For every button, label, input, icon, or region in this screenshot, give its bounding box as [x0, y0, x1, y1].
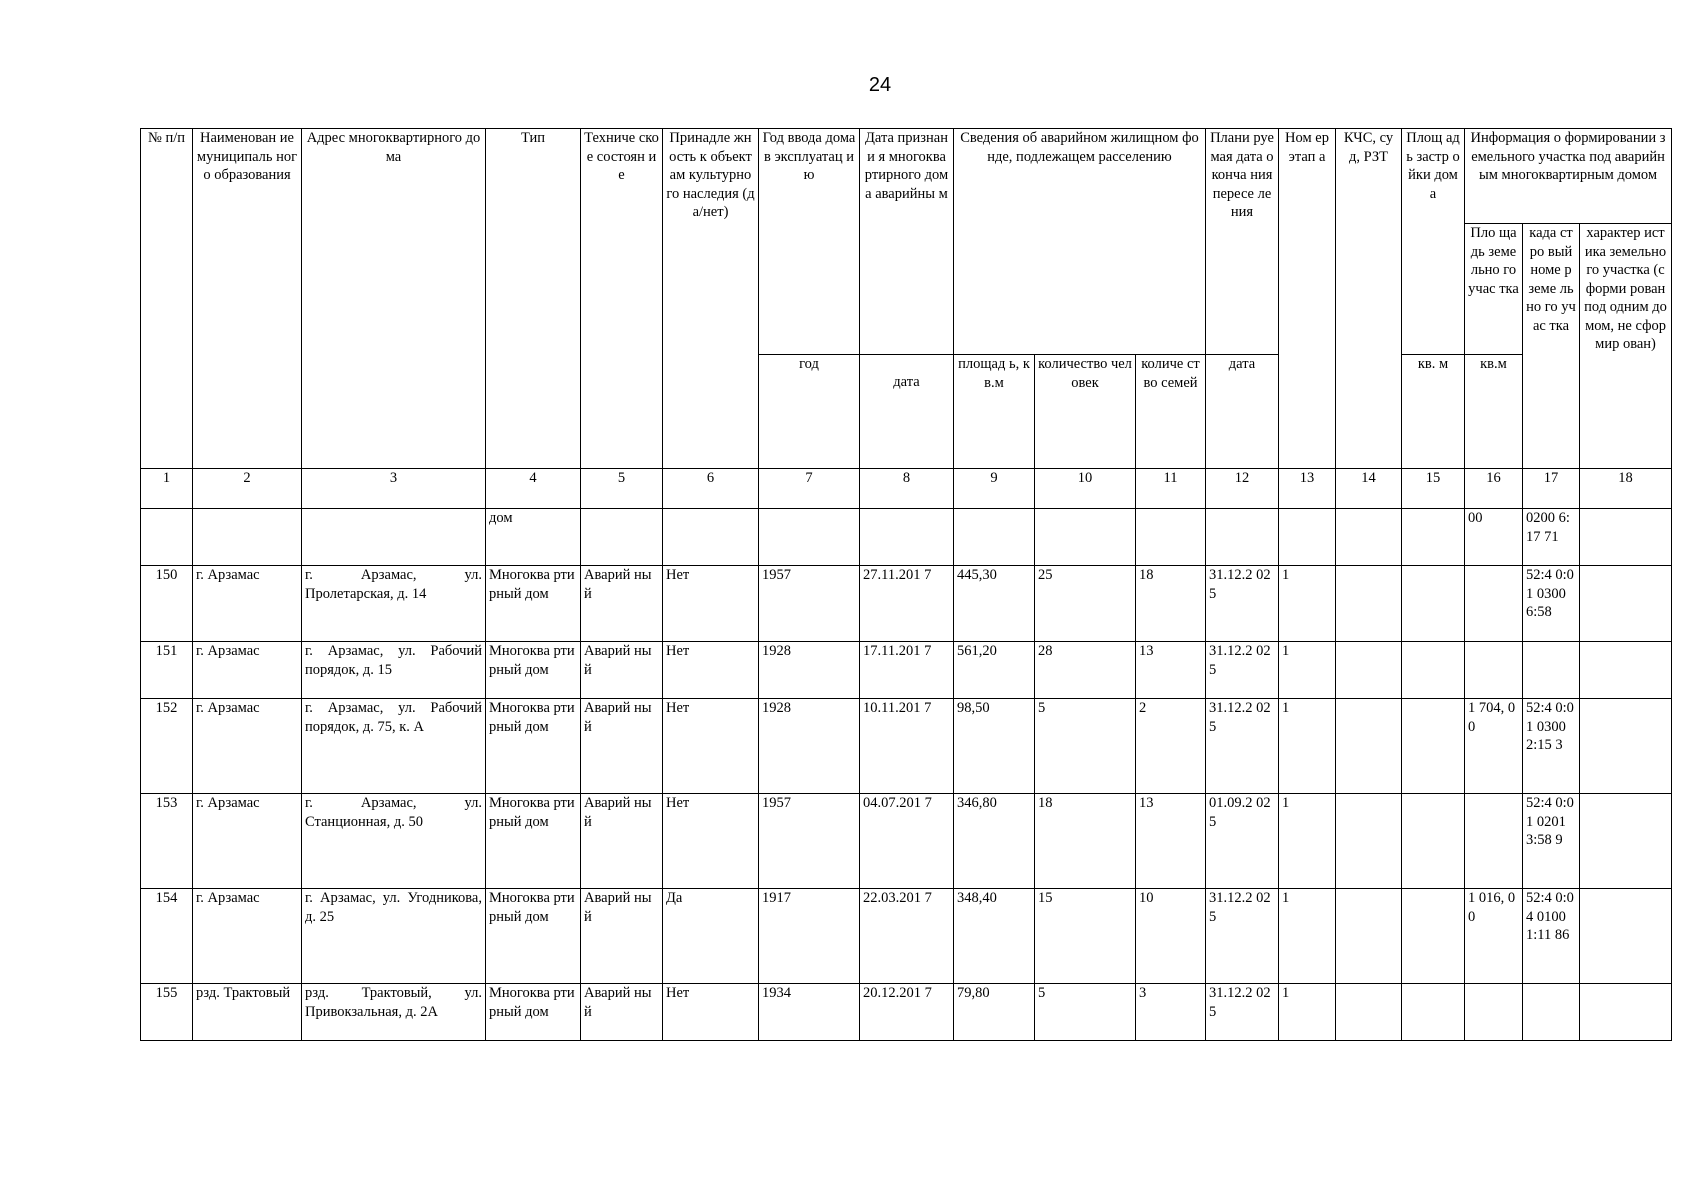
table-row [141, 699, 1672, 794]
header-address: Адрес многоквартирного дома [302, 129, 486, 469]
row-type: Многоква ртирный дом [486, 984, 581, 1041]
row-municipality: г. Арзамас [193, 699, 302, 794]
row-date-recognized: 22.03.201 7 [860, 889, 954, 984]
column-number: 11 [1136, 469, 1206, 509]
row-heritage: Нет [663, 642, 759, 699]
row-year: 1957 [759, 794, 860, 889]
row-area: 98,50 [954, 699, 1035, 794]
row-num: 152 [141, 699, 193, 794]
header-condition: Техниче ское состоян ие [581, 129, 663, 469]
row-heritage: Нет [663, 566, 759, 642]
carry-type: дом [486, 509, 581, 566]
row-kchs [1336, 984, 1402, 1041]
header-people: количество человек [1035, 355, 1136, 469]
row-people: 18 [1035, 794, 1136, 889]
header-year-unit: год [759, 355, 860, 469]
row-type: Многоква ртирный дом [486, 566, 581, 642]
column-number: 7 [759, 469, 860, 509]
column-number: 3 [302, 469, 486, 509]
row-address [302, 642, 486, 699]
header-kchs: КЧС, суд, РЗТ [1336, 129, 1402, 469]
column-number: 8 [860, 469, 954, 509]
row-built-area [1402, 794, 1465, 889]
row-address [302, 889, 486, 984]
column-number: 18 [1580, 469, 1672, 509]
header-num: № п/п [141, 129, 193, 469]
column-number: 12 [1206, 469, 1279, 509]
row-type: Многоква ртирный дом [486, 889, 581, 984]
row-land-characteristic [1580, 642, 1672, 699]
column-number: 15 [1402, 469, 1465, 509]
row-cadastral [1523, 984, 1580, 1041]
row-address [302, 794, 486, 889]
carry-land-area: 00 [1465, 509, 1523, 566]
header-date-unit: дата [860, 355, 954, 469]
row-area: 561,20 [954, 642, 1035, 699]
row-num: 153 [141, 794, 193, 889]
row-address-text: г. Арзамас, ул. Рабочий порядок, д. 75, к. А [305, 700, 482, 735]
row-land-area: 1 704, 00 [1465, 699, 1523, 794]
row-planned-date: 01.09.2 025 [1206, 794, 1279, 889]
row-people: 5 [1035, 699, 1136, 794]
row-area: 346,80 [954, 794, 1035, 889]
header-heritage: Принадле жность к объектам культурно го наследия (да/нет) [663, 129, 759, 469]
header-land-area-unit: кв.м [1465, 355, 1523, 469]
row-condition: Аварий ный [581, 984, 663, 1041]
row-families: 3 [1136, 984, 1206, 1041]
row-num: 155 [141, 984, 193, 1041]
row-area: 79,80 [954, 984, 1035, 1041]
row-municipality: рзд. Трактовый [193, 984, 302, 1041]
table-row [141, 642, 1672, 699]
row-date-recognized: 20.12.201 7 [860, 984, 954, 1041]
table-row [141, 984, 1672, 1041]
row-heritage: Нет [663, 984, 759, 1041]
row-land-area [1465, 566, 1523, 642]
row-built-area [1402, 984, 1465, 1041]
row-address-text: г. Арзамас, ул. Станционная, д. 50 [305, 795, 482, 830]
row-address-text: г. Арзамас, ул. Пролетарская, д. 14 [305, 567, 482, 602]
emergency-housing-table [140, 128, 1672, 1041]
header-families: количе ство семей [1136, 355, 1206, 469]
header-land-characteristic: характер истика земельно го участка (сформи рован под одним домом, не сформир ован) [1580, 224, 1672, 469]
row-families: 13 [1136, 794, 1206, 889]
row-planned-date: 31.12.2 025 [1206, 699, 1279, 794]
row-type: Многоква ртирный дом [486, 642, 581, 699]
header-type: Тип [486, 129, 581, 469]
row-heritage: Нет [663, 699, 759, 794]
page-number: 24 [868, 74, 892, 96]
row-type: Многоква ртирный дом [486, 699, 581, 794]
row-year: 1917 [759, 889, 860, 984]
row-year: 1928 [759, 699, 860, 794]
row-date-recognized: 27.11.201 7 [860, 566, 954, 642]
row-num: 150 [141, 566, 193, 642]
row-condition: Аварий ный [581, 699, 663, 794]
row-area: 348,40 [954, 889, 1035, 984]
column-number: 1 [141, 469, 193, 509]
header-municipality: Наименован ие муниципаль ного образования [193, 129, 302, 469]
row-families: 2 [1136, 699, 1206, 794]
header-planned-date-unit: дата [1206, 355, 1279, 469]
header-date-recognized: Дата признани я многоква ртирного дома аварийны м [860, 129, 954, 355]
column-number: 9 [954, 469, 1035, 509]
row-built-area [1402, 889, 1465, 984]
row-kchs [1336, 699, 1402, 794]
row-cadastral [1523, 642, 1580, 699]
table-row [141, 566, 1672, 642]
header-built-area-unit: кв. м [1402, 355, 1465, 469]
column-number: 17 [1523, 469, 1580, 509]
row-people: 5 [1035, 984, 1136, 1041]
row-cadastral: 52:4 0:01 0300 2:15 3 [1523, 699, 1580, 794]
row-kchs [1336, 889, 1402, 984]
row-land-characteristic [1580, 699, 1672, 794]
row-kchs [1336, 794, 1402, 889]
row-land-characteristic [1580, 984, 1672, 1041]
row-num: 151 [141, 642, 193, 699]
row-cadastral: 52:4 0:01 0201 3:58 9 [1523, 794, 1580, 889]
row-condition: Аварий ный [581, 566, 663, 642]
header-stage: Ном ер этап а [1279, 129, 1336, 469]
carry-over-row [141, 509, 1672, 566]
column-number: 2 [193, 469, 302, 509]
row-address [302, 984, 486, 1041]
row-land-area [1465, 642, 1523, 699]
row-type: Многоква ртирный дом [486, 794, 581, 889]
row-cadastral: 52:4 0:04 0100 1:11 86 [1523, 889, 1580, 984]
column-number: 4 [486, 469, 581, 509]
row-area: 445,30 [954, 566, 1035, 642]
row-planned-date: 31.12.2 025 [1206, 984, 1279, 1041]
row-kchs [1336, 566, 1402, 642]
row-address-text: г. Арзамас, ул. Рабочий порядок, д. 15 [305, 643, 482, 678]
header-year: Год ввода дома в эксплуатац ию [759, 129, 860, 355]
table-row [141, 794, 1672, 889]
row-stage: 1 [1279, 566, 1336, 642]
row-num: 154 [141, 889, 193, 984]
row-stage: 1 [1279, 642, 1336, 699]
header-emergency-fund-group: Сведения об аварийном жилищном фонде, подлежащем расселению [954, 129, 1206, 355]
row-families: 13 [1136, 642, 1206, 699]
row-built-area [1402, 699, 1465, 794]
row-municipality: г. Арзамас [193, 794, 302, 889]
row-year: 1934 [759, 984, 860, 1041]
row-families: 18 [1136, 566, 1206, 642]
row-date-recognized: 04.07.201 7 [860, 794, 954, 889]
row-land-area [1465, 984, 1523, 1041]
row-condition: Аварий ный [581, 642, 663, 699]
carry-cadastral: 0200 6:17 71 [1523, 509, 1580, 566]
table-row [141, 889, 1672, 984]
row-built-area [1402, 642, 1465, 699]
row-address [302, 566, 486, 642]
row-condition: Аварий ный [581, 794, 663, 889]
row-land-area [1465, 794, 1523, 889]
header-area: площад ь, кв.м [954, 355, 1035, 469]
row-kchs [1336, 642, 1402, 699]
row-stage: 1 [1279, 699, 1336, 794]
row-year: 1928 [759, 642, 860, 699]
header-cadastral: када стро вый номе р земе льно го учас тка [1523, 224, 1580, 469]
row-stage: 1 [1279, 984, 1336, 1041]
header-land-area: Пло щадь земе льно го учас тка [1465, 224, 1523, 355]
row-heritage: Да [663, 889, 759, 984]
column-number: 13 [1279, 469, 1336, 509]
row-municipality: г. Арзамас [193, 642, 302, 699]
row-families: 10 [1136, 889, 1206, 984]
row-built-area [1402, 566, 1465, 642]
row-municipality: г. Арзамас [193, 889, 302, 984]
header-land-info-group: Информация о формировании земельного участка под аварийным многоквартирным домом [1465, 129, 1672, 224]
header-planned-date: Плани руемая дата оконча ния пересе ления [1206, 129, 1279, 355]
row-land-characteristic [1580, 889, 1672, 984]
column-number: 6 [663, 469, 759, 509]
row-year: 1957 [759, 566, 860, 642]
row-land-characteristic [1580, 566, 1672, 642]
row-planned-date: 31.12.2 025 [1206, 642, 1279, 699]
row-address [302, 699, 486, 794]
row-people: 25 [1035, 566, 1136, 642]
column-number: 5 [581, 469, 663, 509]
row-land-characteristic [1580, 794, 1672, 889]
row-stage: 1 [1279, 794, 1336, 889]
column-number: 16 [1465, 469, 1523, 509]
row-cadastral: 52:4 0:01 0300 6:58 [1523, 566, 1580, 642]
row-stage: 1 [1279, 889, 1336, 984]
row-people: 15 [1035, 889, 1136, 984]
row-date-recognized: 17.11.201 7 [860, 642, 954, 699]
row-planned-date: 31.12.2 025 [1206, 566, 1279, 642]
row-land-area: 1 016, 00 [1465, 889, 1523, 984]
column-number: 10 [1035, 469, 1136, 509]
row-address-text: г. Арзамас, ул. Угодникова, д. 25 [305, 890, 482, 925]
row-condition: Аварий ный [581, 889, 663, 984]
row-heritage: Нет [663, 794, 759, 889]
row-date-recognized: 10.11.201 7 [860, 699, 954, 794]
header-built-area: Площ адь застр ойки дома [1402, 129, 1465, 355]
row-municipality: г. Арзамас [193, 566, 302, 642]
row-address-text: рзд. Трактовый, ул. Привокзальная, д. 2А [305, 985, 482, 1020]
column-number: 14 [1336, 469, 1402, 509]
row-planned-date: 31.12.2 025 [1206, 889, 1279, 984]
row-people: 28 [1035, 642, 1136, 699]
